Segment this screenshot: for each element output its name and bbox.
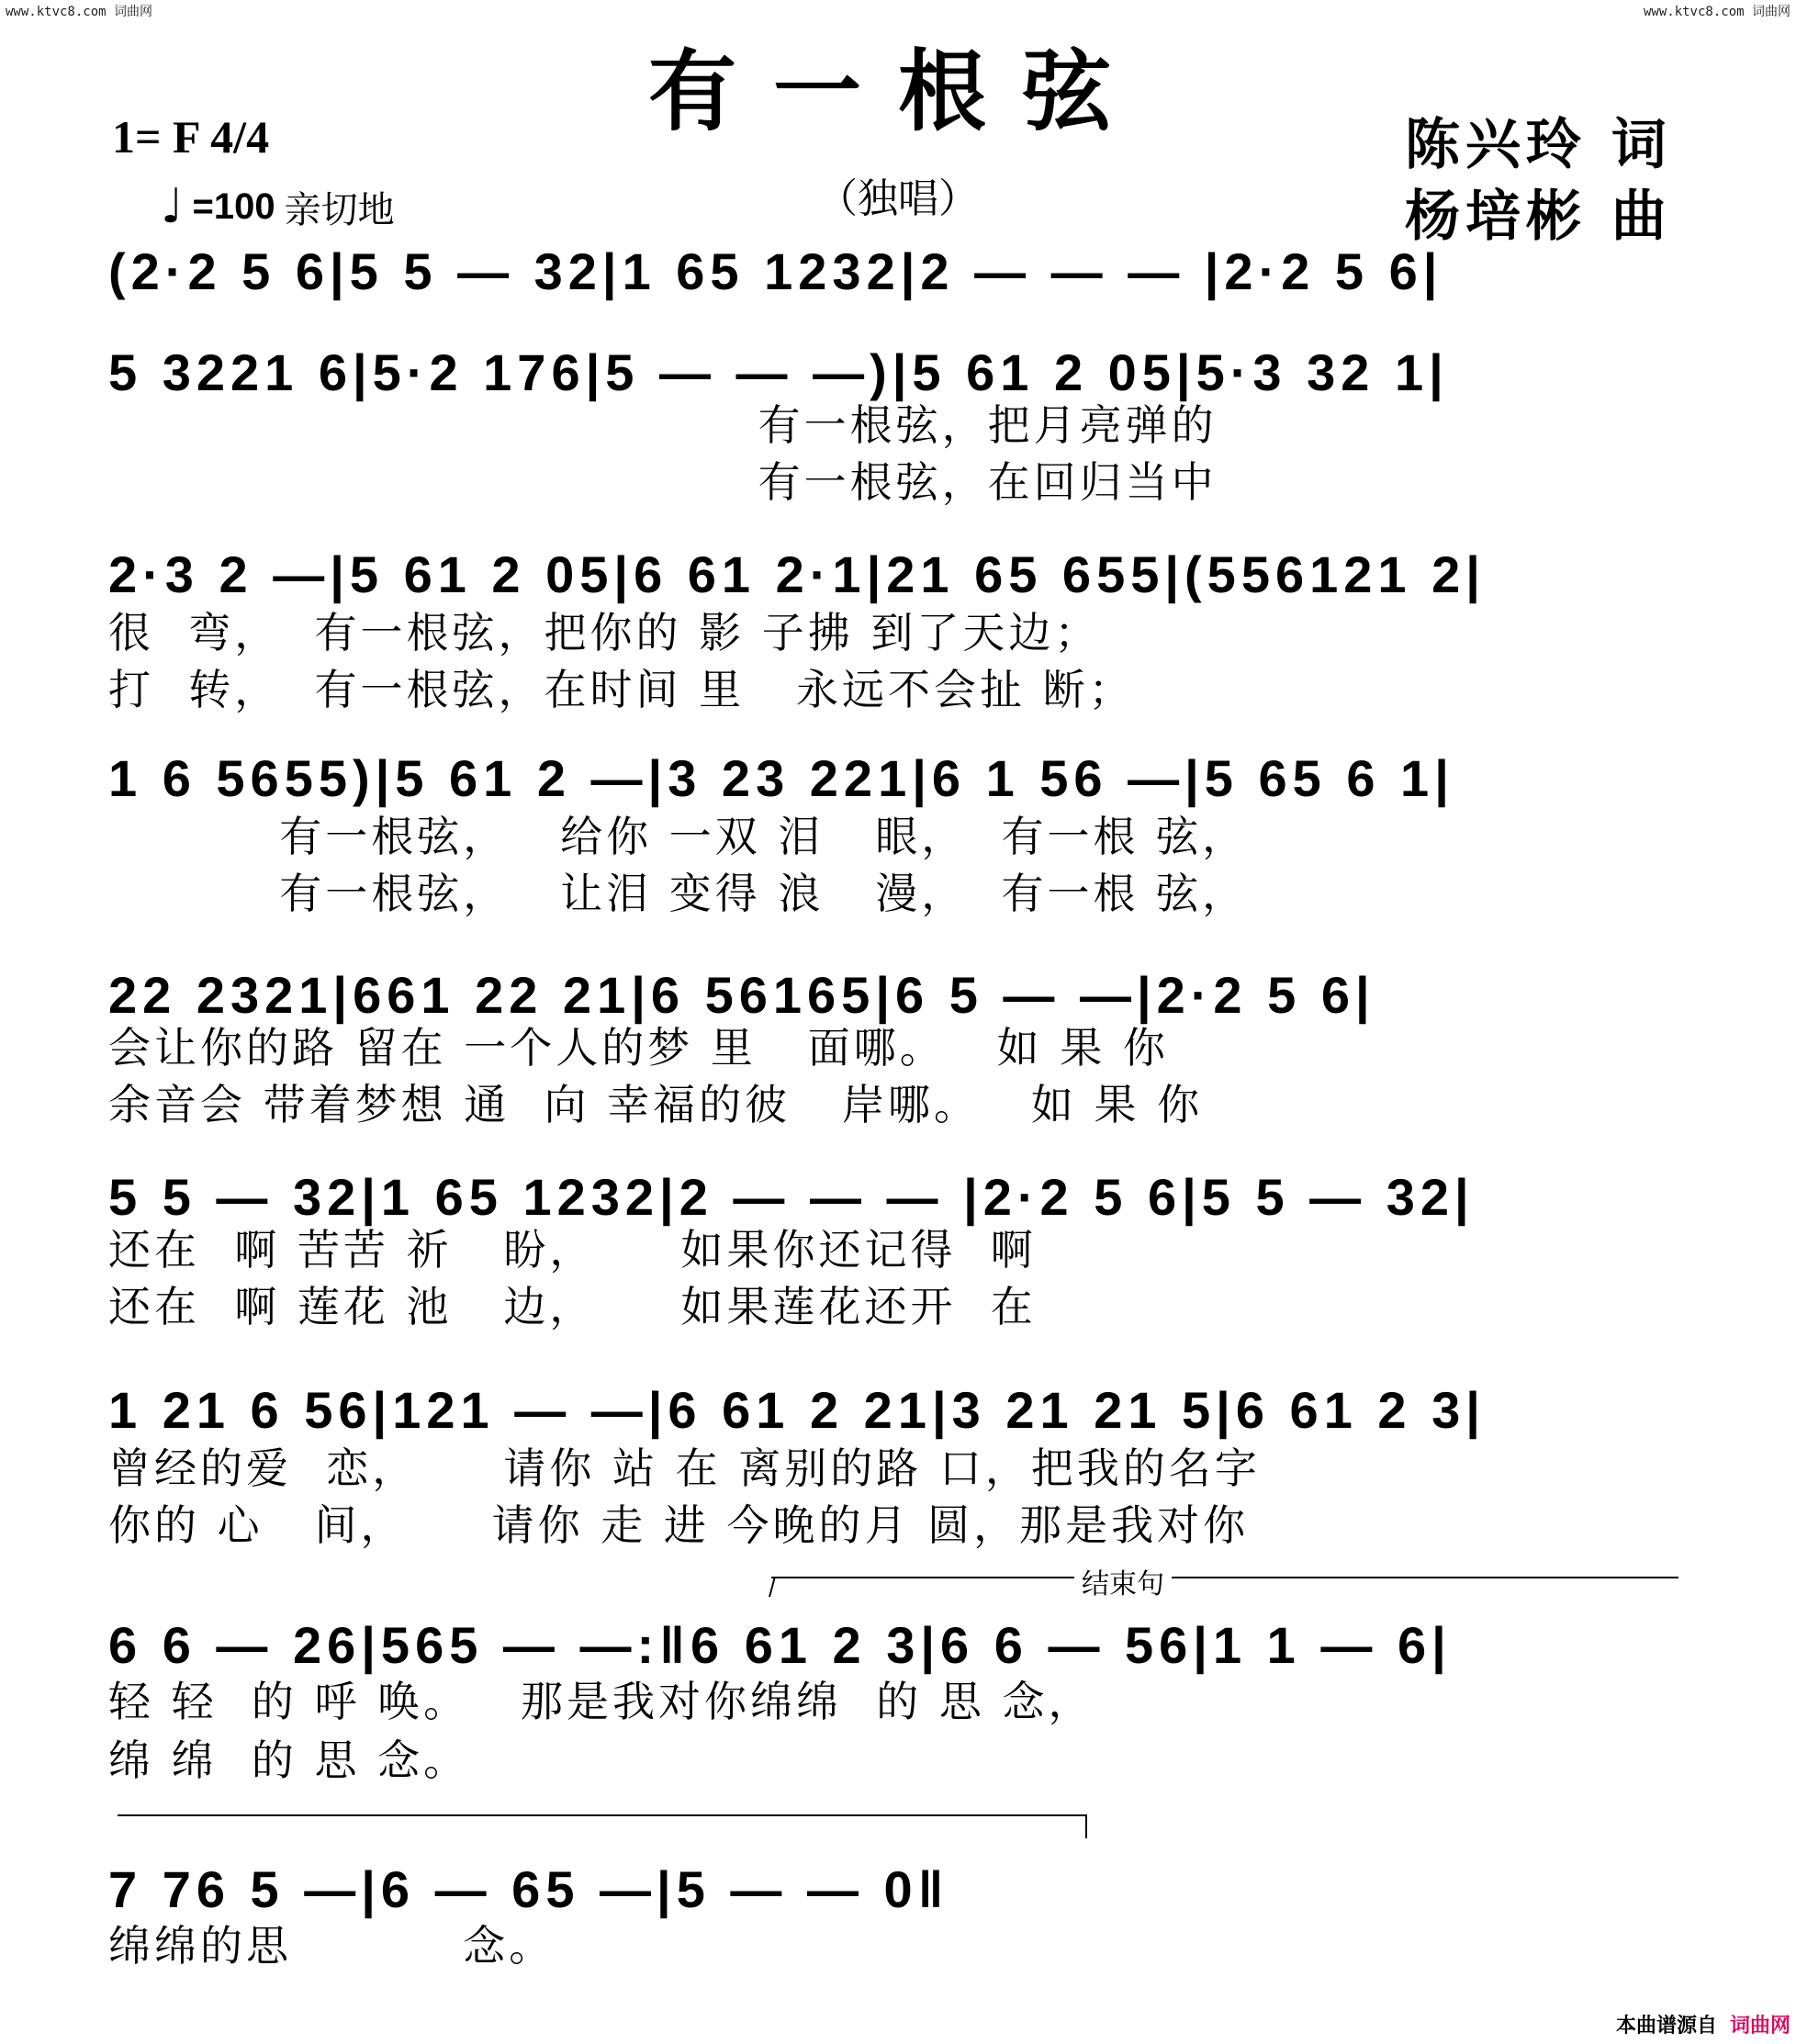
lyric-line-2-verse-1: 有一根弦，把月亮弹的 bbox=[108, 400, 1218, 450]
lyric-line-8-verse-2: 绵 绵 的 思 念。 bbox=[108, 1735, 470, 1785]
lyric-line-5-verse-2: 余音会 带着梦想 通 向 幸福的彼 岸哪。 如 果 你 bbox=[108, 1080, 1204, 1129]
footer bbox=[1616, 2010, 1790, 2038]
notation-line-9: 7 76 5 —|6 — 65 —|5 — — 0‖ bbox=[108, 1860, 949, 1918]
song-title: 有一根弦 bbox=[648, 39, 1148, 143]
lyric-line-6-verse-2: 还在 啊 莲花 池 边， 如果莲花还开 在 bbox=[108, 1282, 1037, 1331]
notation-line-2: 5 3221 6|5·2 176|5 — — —)|5 61 2 05|5·3 32 1| bbox=[108, 343, 1449, 401]
lyric-line-7-verse-1: 曾经的爱 恋， 请你 站 在 离别的路 口，把我的名字 bbox=[108, 1443, 1261, 1493]
coda-bracket bbox=[118, 1814, 1086, 1816]
notation-line-1: (2·2 5 6|5 5 — 32|1 65 1232|2 — — — |2·2 5 6| bbox=[108, 242, 1443, 300]
lyric-line-4-verse-2: 有一根弦， 让泪 变得 浪 漫， 有一根 弦， bbox=[108, 869, 1249, 918]
notation-line-5: 22 2321|661 22 21|6 56165|6 5 — —|2·2 5 6| bbox=[108, 966, 1375, 1024]
tempo-marking bbox=[161, 179, 395, 234]
watermark-left: www.ktvc8.com 词曲网 bbox=[6, 5, 153, 19]
lyric-line-3-verse-1: 很 弯， 有一根弦，把你的 影 子拂 到了天边； bbox=[108, 608, 1101, 657]
lyric-line-8-verse-1: 轻 轻 的 呼 唤。 那是我对你绵绵 的 思 念， bbox=[108, 1677, 1094, 1726]
ending-bracket bbox=[771, 1577, 1678, 1578]
notation-line-3: 2·3 2 —|5 61 2 05|6 61 2·1|21 65 655|(556121 2| bbox=[108, 545, 1486, 603]
notation-line-7: 1 21 6 56|121 — —|6 61 2 21|3 21 21 5|6 61 2 3| bbox=[108, 1381, 1486, 1439]
song-subtitle: （独唱） bbox=[817, 175, 979, 222]
ending-label: 结束句 bbox=[1074, 1561, 1172, 1601]
footer-source: 本曲谱源自 bbox=[1615, 2015, 1717, 2038]
tempo-value: =100 bbox=[192, 185, 275, 227]
lyric-line-6-verse-1: 还在 啊 苦苦 祈 盼， 如果你还记得 啊 bbox=[108, 1225, 1037, 1275]
lyric-line-7-verse-2: 你的 心 间， 请你 走 进 今晚的月 圆，那是我对你 bbox=[108, 1500, 1250, 1550]
lyric-line-4-verse-1: 有一根弦， 给你 一双 泪 眼， 有一根 弦， bbox=[108, 812, 1249, 861]
tempo-expression: 亲切地 bbox=[284, 188, 395, 231]
composer-credit: 杨培彬 曲 bbox=[1405, 185, 1672, 249]
watermark-right: www.ktvc8.com 词曲网 bbox=[1643, 5, 1790, 19]
lyricist-credit: 陈兴玲 词 bbox=[1405, 113, 1672, 177]
quarter-note-icon: ♩ bbox=[161, 179, 184, 234]
lyric-line-2-verse-2: 有一根弦，在回归当中 bbox=[108, 457, 1218, 507]
notation-line-4: 1 6 5655)|5 61 2 —|3 23 221|6 1 56 —|5 65 6 1| bbox=[108, 749, 1454, 807]
key-signature: 1= F 4/4 bbox=[112, 111, 270, 163]
ending-bracket-tick bbox=[769, 1577, 776, 1597]
notation-line-8: 6 6 — 26|565 — —:‖6 61 2 3|6 6 — 56|1 1 — 6| bbox=[108, 1616, 1452, 1674]
lyric-line-3-verse-2: 打 转， 有一根弦，在时间 里 永远不会扯 断； bbox=[108, 665, 1135, 714]
notation-line-6: 5 5 — 32|1 65 1232|2 — — — |2·2 5 6|5 5 — 32| bbox=[108, 1168, 1475, 1226]
lyric-line-5-verse-1: 会让你的路 留在 一个人的梦 里 面哪。 如 果 你 bbox=[108, 1023, 1169, 1073]
coda-bracket-tick bbox=[1085, 1814, 1087, 1838]
lyric-line-9-verse-1: 绵绵的思 念。 bbox=[108, 1921, 556, 1971]
footer-brand-logo: 词曲网 bbox=[1729, 2015, 1790, 2038]
